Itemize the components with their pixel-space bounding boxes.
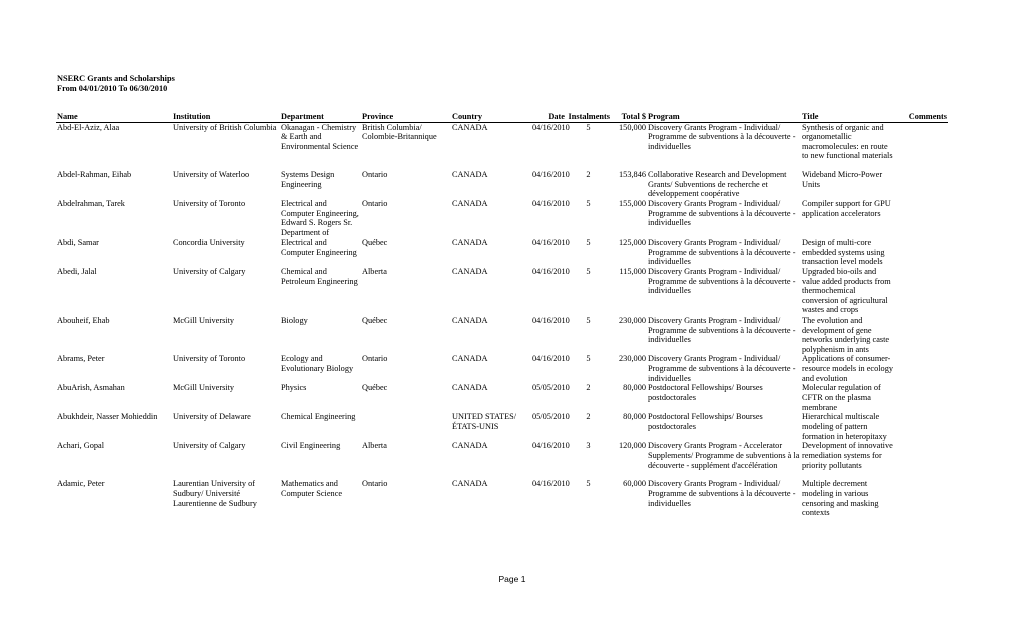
cell-department: Chemical and Petroleum Engineering [281,267,358,286]
cell-instalments: 2 [586,412,591,422]
cell-program: Postdoctoral Fellowships/ Bourses postdoctorales [648,383,763,403]
table-row [56,383,948,412]
table-row [56,199,948,238]
cell-title: Hierarchical multiscale modeling of pattern formation in heteropitaxy [802,412,887,441]
cell-province: Québec [362,238,388,248]
cell-institution: McGill University [173,383,235,393]
cell-country: CANADA [452,122,488,132]
cell-province: Ontario [362,354,388,364]
cell-comments [894,170,948,199]
cell-date: 04/16/2010 [532,122,570,132]
cell-department: Electrical and Computer Engineering, Edward S. Rogers Sr. Department of [281,199,359,237]
cell-province: British Columbia/ Colombie-Britannique [362,122,437,142]
cell-title: Molecular regulation of CFTR on the plasma membrane [802,383,881,412]
cell-title: Compiler support for GPU application accelerators [802,199,891,218]
cell-comments [894,238,948,267]
table-row [56,354,948,383]
cell-comments [894,354,948,383]
cell-title: Synthesis of organic and organometallic macromolecules: en route to new functional materials [802,122,893,161]
cell-province: Ontario [362,170,388,180]
cell-country: CANADA [452,238,488,248]
table-body [56,122,948,519]
cell-total: 80,000 [623,383,646,393]
cell-name: Achari, Gopal [57,441,104,451]
cell-title: Multiple decrement modeling in various censoring and masking contexts [802,479,879,518]
cell-country: CANADA [452,316,488,326]
cell-department: Okanagan - Chemistry & Earth and Environmental Science [281,122,359,151]
cell-total: 80,000 [623,412,646,422]
cell-total: 230,000 [619,316,646,326]
cell-country: CANADA [452,479,488,489]
cell-instalments: 5 [586,354,591,364]
cell-name: Adamic, Peter [57,479,105,489]
table-row [56,441,948,479]
cell-instalments: 5 [586,267,591,277]
cell-total: 125,000 [619,238,646,248]
cell-name: Abouheif, Ehab [57,316,110,326]
cell-country: CANADA [452,170,488,180]
col-header-province: Province [361,112,451,122]
col-header-country: Country [451,112,531,122]
cell-title: The evolution and development of gene networks underlying caste polyphenism in ants [802,316,890,354]
cell-program: Discovery Grants Program - Individual/ Programme de subventions à la découverte - individuelles [648,238,796,267]
col-header-total: Total $ [611,112,647,122]
cell-instalments: 5 [586,479,591,489]
cell-date: 04/16/2010 [532,316,570,326]
cell-total: 115,000 [619,267,646,277]
grants-table [56,112,948,519]
cell-country: CANADA [452,267,488,277]
col-header-comments: Comments [894,112,948,122]
table-row [56,122,948,170]
cell-country: UNITED STATES/ ÉTATS-UNIS [452,412,517,432]
cell-title: Applications of consumer-resource models in ecology and evolution [802,354,894,383]
col-header-program: Program [647,112,801,122]
cell-instalments: 2 [586,383,591,393]
cell-date: 04/16/2010 [532,170,570,180]
cell-name: Abd-El-Aziz, Alaa [57,122,120,132]
col-header-date: Date [531,112,566,122]
cell-province: Québec [362,316,388,326]
table-row [56,238,948,267]
cell-date: 04/16/2010 [532,238,570,248]
cell-program: Discovery Grants Program - Individual/ Programme de subventions à la découverte - individuelles [648,267,796,296]
cell-comments [894,267,948,316]
cell-institution: Laurentian University of Sudbury/ Université Laurentienne de Sudbury [173,479,257,508]
cell-institution: University of Toronto [173,354,246,364]
cell-department: Mathematics and Computer Science [281,479,343,499]
table-row [56,170,948,199]
cell-comments [894,122,948,170]
cell-institution: University of Waterloo [173,170,250,180]
cell-province: Québec [362,383,388,393]
cell-name: Abedi, Jalal [57,267,97,277]
col-header-department: Department [280,112,361,122]
cell-date: 04/16/2010 [532,354,570,364]
cell-institution: University of British Columbia [173,122,277,132]
report-period: From 04/01/2010 To 06/30/2010 [57,83,168,93]
cell-program: Collaborative Research and Development Grants/ Subventions de recherche et développement coopérative [648,170,787,199]
cell-institution: University of Calgary [173,267,246,277]
col-header-title: Title [801,112,894,122]
cell-department: Biology [281,316,308,326]
table-row [56,316,948,354]
cell-country: CANADA [452,199,488,209]
report-header [57,74,175,94]
cell-name: Abdel-Rahman, Eihab [57,170,132,180]
cell-total: 153,846 [619,170,646,180]
cell-program: Discovery Grants Program - Individual/ Programme de subventions à la découverte - individuelles [648,199,796,228]
cell-title: Development of innovative remediation systems for priority pollutants [802,441,893,470]
cell-title: Upgraded bio-oils and value added products from thermochemical conversion of agricultural wastes and crops [802,267,891,315]
cell-institution: University of Calgary [173,441,246,451]
cell-instalments: 3 [586,441,591,451]
page-number: Page 1 [498,574,526,584]
cell-instalments: 5 [586,122,591,132]
col-header-instalments: Instalments [566,112,611,122]
cell-name: Abdi, Samar [57,238,99,248]
cell-province: Ontario [362,479,388,489]
cell-comments [894,199,948,238]
cell-name: Abdelrahman, Tarek [57,199,125,209]
cell-total: 150,000 [619,122,646,132]
cell-province: Ontario [362,199,388,209]
cell-institution: University of Delaware [173,412,251,422]
cell-department: Chemical Engineering [281,412,356,422]
cell-name: AbuArish, Asmahan [57,383,125,393]
cell-date: 05/05/2010 [532,383,570,393]
table-header-row [56,112,948,122]
cell-country: CANADA [452,354,488,364]
cell-department: Systems Design Engineering [281,170,335,189]
cell-total: 120,000 [619,441,646,451]
cell-department: Electrical and Computer Engineering [281,238,357,257]
report-title: NSERC Grants and Scholarships [57,74,175,83]
cell-department: Civil Engineering [281,441,341,451]
cell-instalments: 5 [586,199,591,209]
table-row [56,412,948,441]
cell-name: Abukhdeir, Nasser Mohieddin [57,412,158,422]
cell-program: Discovery Grants Program - Accelerator Supplements/ Programme de subventions à la découverte - supplément d'accélération [648,441,800,470]
cell-date: 04/16/2010 [532,199,570,209]
cell-program: Discovery Grants Program - Individual/ Programme de subventions à la découverte - individuelles [648,479,796,508]
col-header-institution: Institution [172,112,280,122]
cell-program: Discovery Grants Program - Individual/ Programme de subventions à la découverte - individuelles [648,316,796,345]
cell-total: 155,000 [619,199,646,209]
cell-date: 05/05/2010 [532,412,570,422]
cell-comments [894,441,948,479]
cell-department: Ecology and Evolutionary Biology [281,354,354,374]
cell-province: Alberta [362,441,387,451]
cell-comments [894,383,948,412]
cell-total: 60,000 [623,479,646,489]
cell-institution: McGill University [173,316,235,326]
cell-country: CANADA [452,383,488,393]
cell-instalments: 5 [586,238,591,248]
cell-institution: University of Toronto [173,199,246,209]
cell-province: Alberta [362,267,387,277]
cell-instalments: 2 [586,170,591,180]
table-row [56,267,948,316]
cell-comments [894,479,948,519]
cell-comments [894,412,948,441]
cell-total: 230,000 [619,354,646,364]
cell-date: 04/16/2010 [532,267,570,277]
cell-institution: Concordia University [173,238,245,248]
cell-country: CANADA [452,441,488,451]
col-header-name: Name [56,112,172,122]
cell-instalments: 5 [586,316,591,326]
cell-name: Abrams, Peter [57,354,105,364]
cell-comments [894,316,948,354]
cell-province [361,412,451,441]
cell-title: Design of multi-core embedded systems using transaction level models [802,238,885,267]
cell-program: Discovery Grants Program - Individual/ Programme de subventions à la découverte - individuelles [648,354,796,383]
cell-title: Wideband Micro-Power Units [802,170,883,189]
cell-date: 04/16/2010 [532,441,570,451]
cell-date: 04/16/2010 [532,479,570,489]
table-row [56,479,948,519]
cell-program: Postdoctoral Fellowships/ Bourses postdoctorales [648,412,763,432]
cell-department: Physics [281,383,307,393]
cell-program: Discovery Grants Program - Individual/ Programme de subventions à la découverte - individuelles [648,122,796,151]
